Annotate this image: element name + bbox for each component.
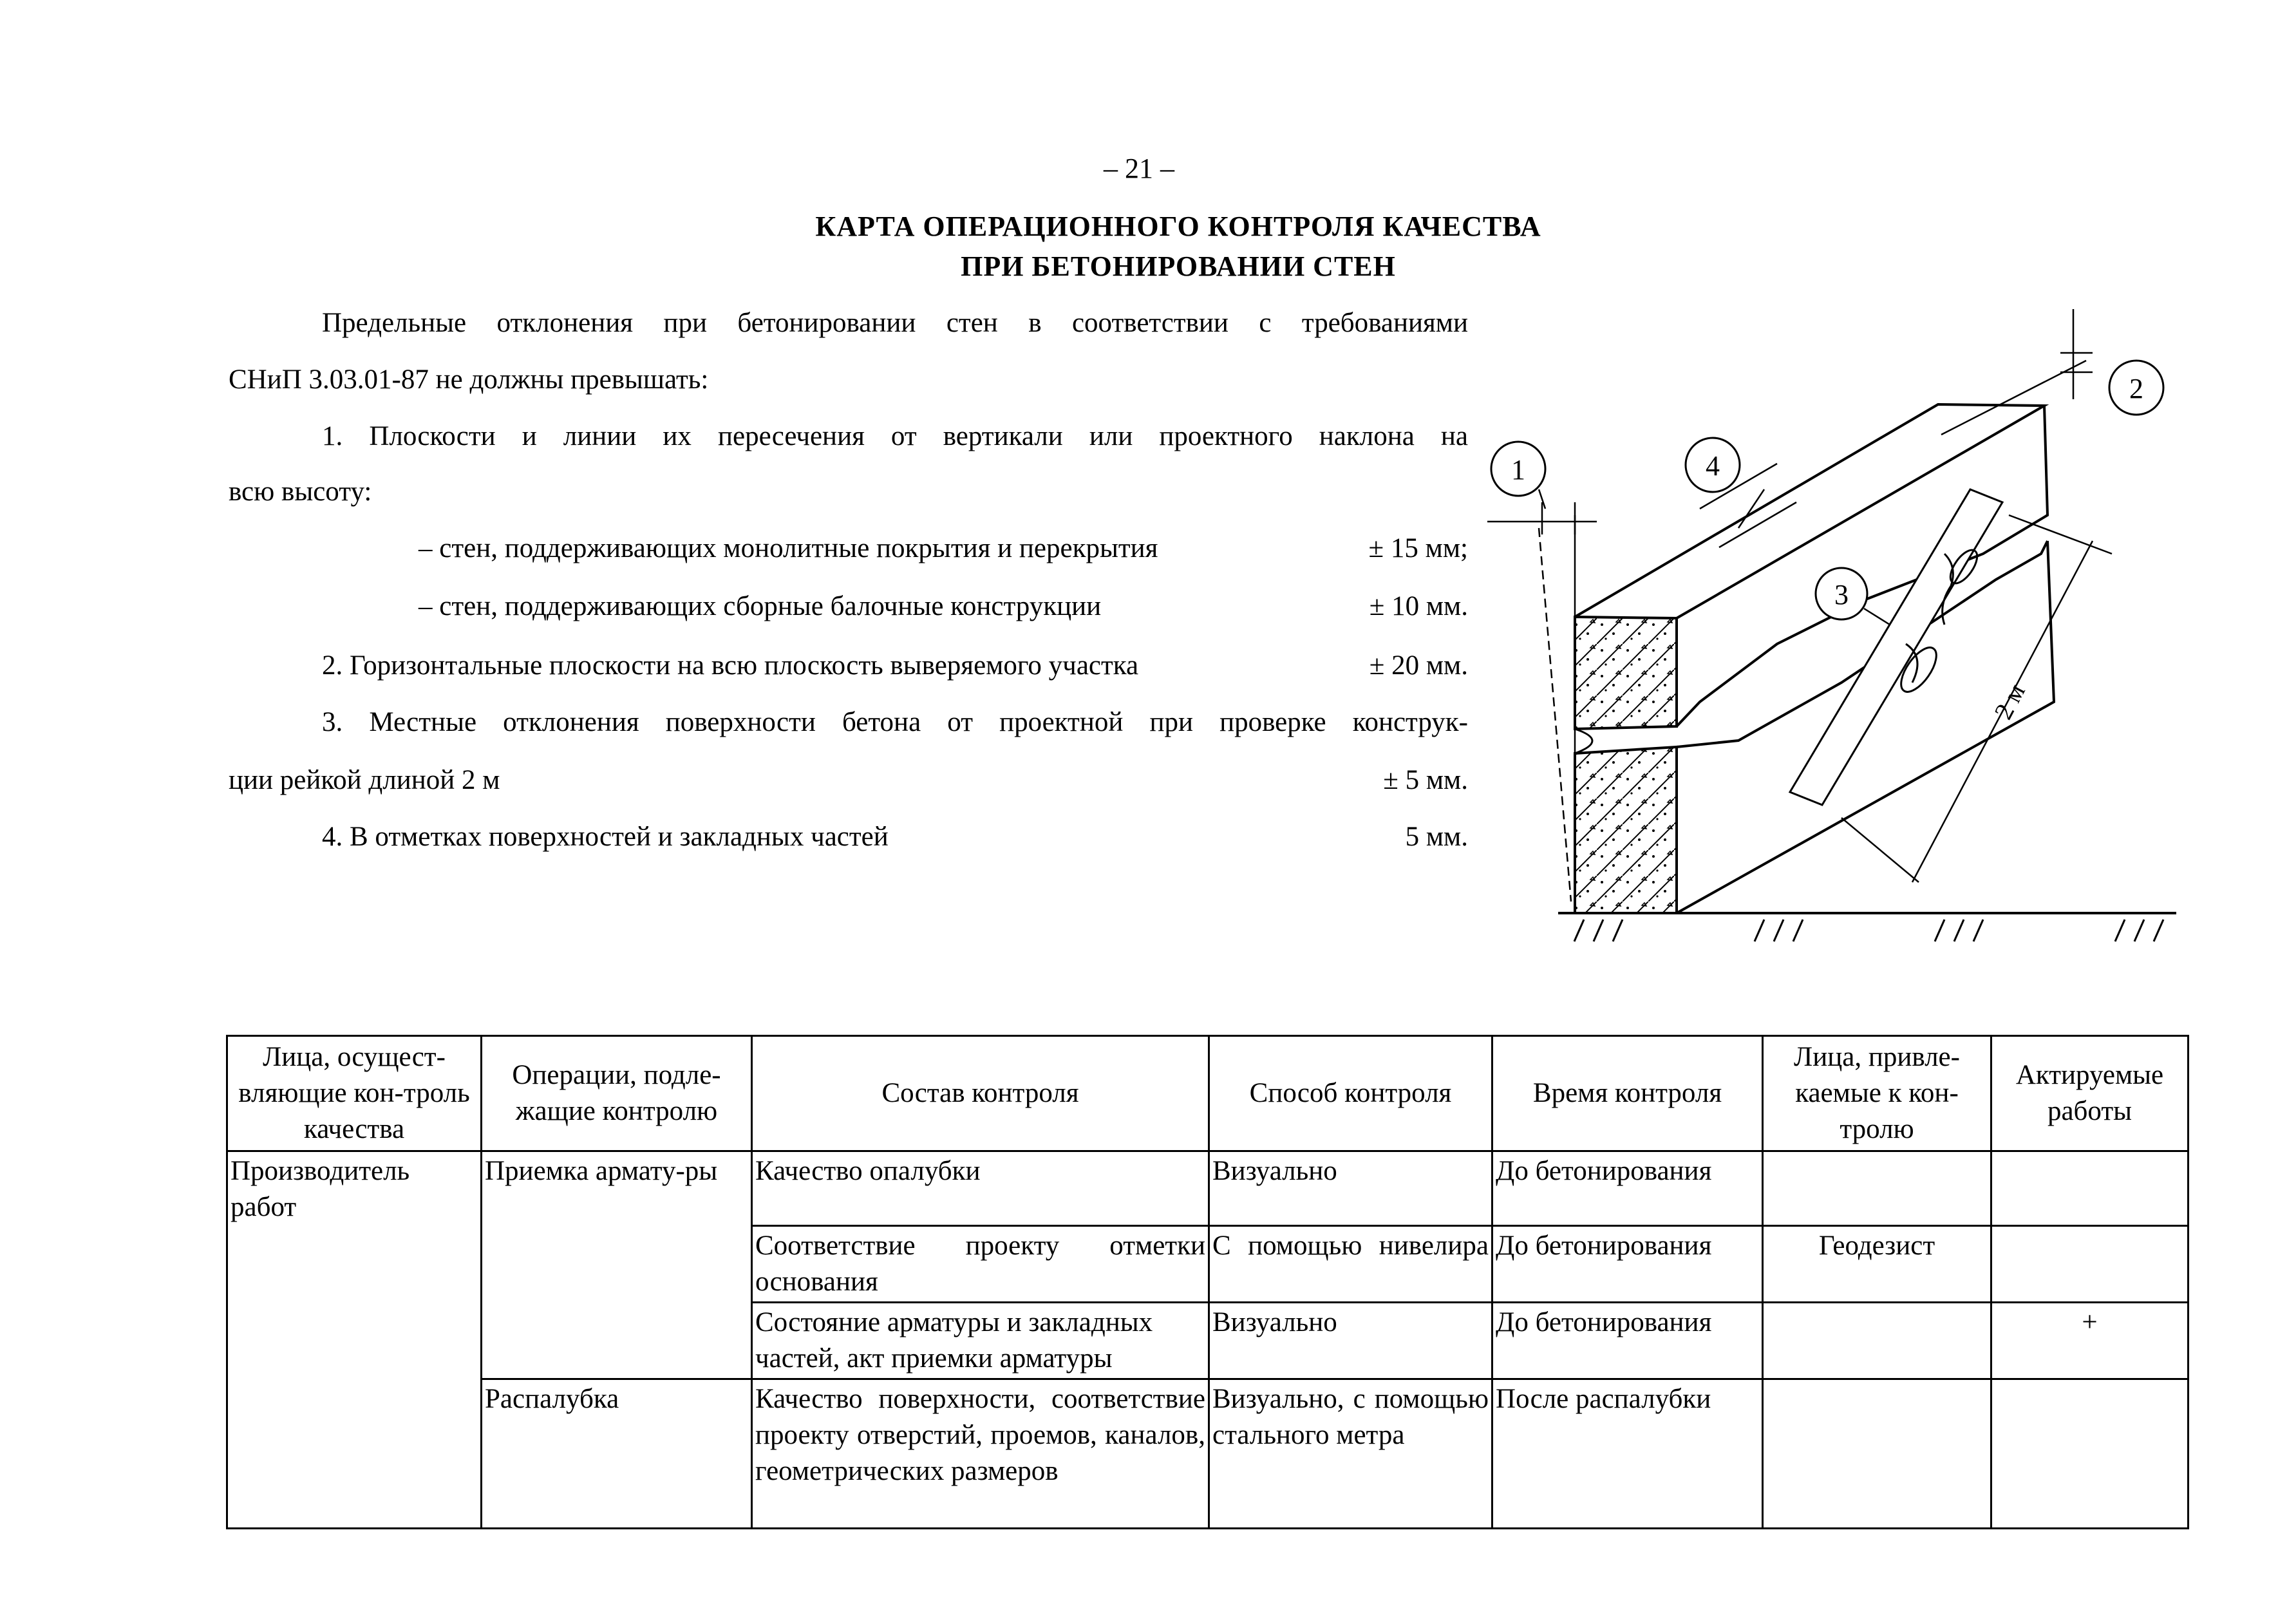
- time-cell: До бетонирования: [1492, 1303, 1763, 1379]
- composition-cell: Соответствие проекту отметки основания: [752, 1226, 1209, 1303]
- item-4-text: 4. В отметках поверхностей и закладных частей: [322, 822, 889, 852]
- item-4: [322, 819, 1468, 855]
- page-number: – 21 –: [1104, 153, 1174, 184]
- callout-3-label: 3: [1834, 579, 1849, 610]
- composition-cell: Качество опалубки: [752, 1151, 1209, 1226]
- item-2-text: 2. Горизонтальные плоскости на всю плоскость выверяемого участка: [322, 650, 1139, 681]
- acted-cell: [1991, 1151, 2189, 1226]
- item-1-line-1: 1. Плоскости и линии их пересечения от вертикали или проектного наклона на: [322, 421, 1468, 451]
- callout-2-label: 2: [2129, 373, 2143, 404]
- header-composition: Состав контроля: [752, 1036, 1209, 1151]
- time-cell: После распалубки: [1492, 1379, 1763, 1529]
- method-cell: С помощью нивелира: [1209, 1226, 1492, 1303]
- header-operations: Операции, подле-жащие контролю: [482, 1036, 752, 1151]
- item-1-line-2: всю высоту:: [229, 477, 372, 507]
- composition-cell: Состояние арматуры и закладных частей, акт приемки арматуры: [752, 1303, 1209, 1379]
- method-cell: Визуально: [1209, 1151, 1492, 1226]
- involved-cell: [1763, 1151, 1991, 1226]
- item-3-value: ± 5 мм.: [1383, 765, 1468, 795]
- involved-cell: [1763, 1379, 1991, 1529]
- involved-cell: [1763, 1303, 1991, 1379]
- intro-line-1: Предельные отклонения при бетонировании стен в соответствии с требованиями: [322, 308, 1468, 338]
- header-method: Способ контроля: [1209, 1036, 1492, 1151]
- callout-2: [2109, 361, 2163, 415]
- involved-cell: Геодезист: [1763, 1226, 1991, 1303]
- method-cell: Визуально: [1209, 1303, 1492, 1379]
- composition-cell: Качество поверхности, соответствие проекту отверстий, проемов, каналов, геометрических размеров: [752, 1379, 1209, 1529]
- item-1-sub-1-text: – стен, поддерживающих монолитные покрытия и перекрытия: [419, 533, 1158, 563]
- callout-4-label: 4: [1706, 450, 1720, 482]
- item-1-sub-2-text: – стен, поддерживающих сборные балочные конструкции: [419, 591, 1102, 621]
- item-4-value: 5 мм.: [1405, 822, 1468, 852]
- item-1-sub-1: [419, 531, 1468, 567]
- time-cell: До бетонирования: [1492, 1151, 1763, 1226]
- header-performer: Лица, осущест-вляющие кон-троль качества: [227, 1036, 482, 1151]
- item-2: [322, 648, 1468, 684]
- header-acted: Актируемые работы: [1991, 1036, 2189, 1151]
- item-1-sub-2: [419, 589, 1468, 625]
- item-3-line-2-text: ции рейкой длиной 2 м: [229, 765, 500, 795]
- item-1-sub-1-value: ± 15 мм;: [1368, 533, 1468, 563]
- header-involved: Лица, привле-каемые к кон-тролю: [1763, 1036, 1991, 1151]
- method-cell: Визуально, с помощью стального метра: [1209, 1379, 1492, 1529]
- dimension-2m-label: 2 м: [1988, 679, 2031, 724]
- page-title-line-1: КАРТА ОПЕРАЦИОННОГО КОНТРОЛЯ КАЧЕСТВА: [815, 211, 1541, 242]
- intro-line-2: СНиП 3.03.01-87 не должны превышать:: [229, 364, 709, 395]
- acted-cell: +: [1991, 1303, 2189, 1379]
- wall-concreting-diagram: [1468, 296, 2208, 979]
- operation-cell-stripping: Распалубка: [482, 1379, 752, 1529]
- table-header-row: [227, 1036, 2189, 1151]
- callout-1: [1491, 442, 1545, 509]
- acted-cell: [1991, 1226, 2189, 1303]
- header-time: Время контроля: [1492, 1036, 1763, 1151]
- dimension-2: [1941, 309, 2093, 435]
- performer-cell: Производитель работ: [227, 1151, 482, 1529]
- time-cell: До бетонирования: [1492, 1226, 1763, 1303]
- callout-1-label: 1: [1511, 454, 1525, 486]
- item-3-line-1: 3. Местные отклонения поверхности бетона от проектной при проверке конструк-: [322, 707, 1468, 737]
- quality-control-table: [226, 1035, 2189, 1529]
- table-row: [227, 1151, 2189, 1226]
- item-1-sub-2-value: ± 10 мм.: [1369, 591, 1468, 621]
- callout-4: [1686, 438, 1740, 492]
- callout-3: [1816, 568, 1890, 625]
- item-2-value: ± 20 мм.: [1369, 650, 1468, 681]
- ground-hatching: [1574, 920, 2163, 941]
- table-row: [227, 1379, 2189, 1529]
- operation-cell-reinforcement: Приемка армату-ры: [482, 1151, 752, 1379]
- item-3-line-2: [229, 762, 1468, 798]
- control-rod: [1790, 489, 2002, 805]
- page-title-line-2: ПРИ БЕТОНИРОВАНИИ СТЕН: [961, 250, 1396, 282]
- wall-upper-block: [1575, 404, 2047, 729]
- acted-cell: [1991, 1379, 2189, 1529]
